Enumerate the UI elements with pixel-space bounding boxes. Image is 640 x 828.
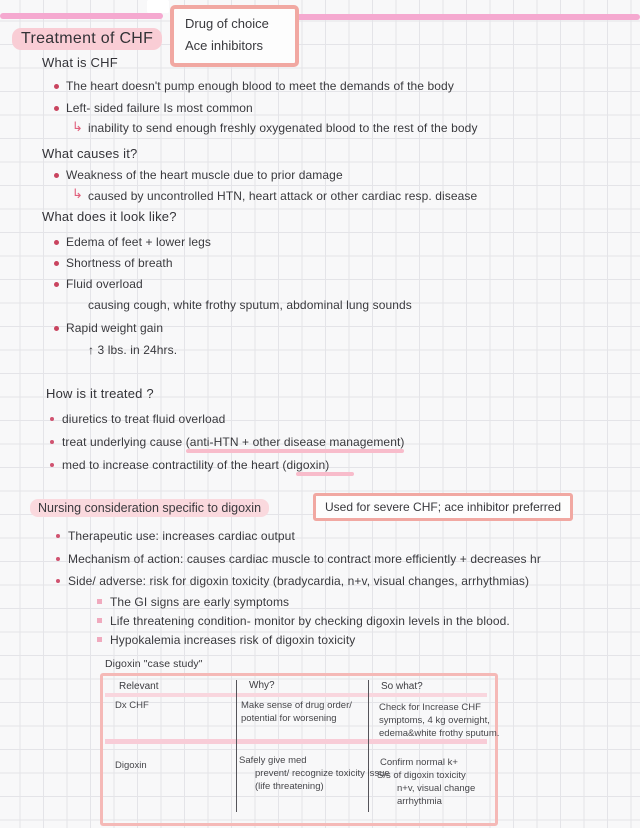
header-underline (105, 693, 487, 697)
table-cell-why: Make sense of drug order/ (241, 700, 352, 711)
washi-tape-left (0, 13, 163, 19)
table-cell-why: (life threatening) (255, 781, 324, 792)
bullet-dot-icon (56, 557, 60, 561)
note-subline: ↑ 3 lbs. in 24hrs. (88, 343, 178, 357)
pink-underline (296, 472, 354, 476)
bullet-dot-icon (54, 173, 59, 178)
bullet-dot-icon (54, 84, 59, 89)
bullet-dot-icon (50, 463, 54, 467)
note-line: treat underlying cause (anti-HTN + other disease management) (62, 435, 405, 449)
bullet-dot-icon (50, 440, 54, 444)
table-cell-sowhat: S/s of digoxin toxicity (377, 770, 466, 781)
table-cell-relevant: Dx CHF (115, 700, 149, 711)
table-cell-sowhat: Check for Increase CHF (379, 702, 481, 713)
note-subline: inability to send enough freshly oxygenated blood to the rest of the body (88, 121, 478, 135)
column-divider (236, 680, 237, 812)
table-cell-why: Safely give med (239, 755, 307, 766)
note-subline: causing cough, white frothy sputum, abdominal lung sounds (88, 298, 412, 312)
section-heading-nursing: Nursing consideration specific to digoxin (30, 499, 269, 517)
note-line: Hypokalemia increases risk of digoxin toxicity (110, 633, 356, 647)
washi-tape-right (293, 14, 640, 20)
bullet-dot-icon (56, 534, 60, 538)
section-heading-what-is-chf: What is CHF (42, 55, 118, 70)
drug-box-line1: Drug of choice (185, 16, 269, 31)
bullet-square-icon (97, 599, 102, 604)
table-cell-why: potential for worsening (241, 713, 337, 724)
note-line: The heart doesn't pump enough blood to meet the demands of the body (66, 79, 454, 93)
note-line: Side/ adverse: risk for digoxin toxicity (bradycardia, n+v, visual changes, arrhythmias) (68, 574, 530, 588)
bullet-dot-icon (54, 282, 59, 287)
note-line: Edema of feet + lower legs (66, 235, 212, 249)
section-heading-looks-like: What does it look like? (42, 209, 177, 224)
severe-chf-box: Used for severe CHF; ace inhibitor preferred (313, 493, 573, 521)
bullet-square-icon (97, 618, 102, 623)
drug-box-line2: Ace inhibitors (185, 38, 264, 53)
bullet-dot-icon (54, 326, 59, 331)
note-line: Life threatening condition- monitor by checking digoxin levels in the blood. (110, 614, 510, 628)
branch-arrow-icon: ↳ (72, 186, 83, 201)
note-line: Shortness of breath (66, 256, 173, 270)
table-cell-sowhat: edema&white frothy sputum. (379, 728, 500, 739)
table-cell-sowhat: n+v, visual change (397, 783, 476, 794)
note-subline: caused by uncontrolled HTN, heart attack or other cardiac resp. disease (88, 189, 478, 203)
table-header: Relevant (119, 681, 159, 692)
table-cell-why: prevent/ recognize toxicity issue (255, 768, 390, 779)
note-line: Rapid weight gain (66, 321, 164, 335)
pink-underline (186, 449, 404, 453)
case-study-table (100, 673, 498, 826)
bullet-dot-icon (54, 106, 59, 111)
table-header: So what? (381, 681, 423, 692)
bullet-square-icon (97, 637, 102, 642)
note-line: Therapeutic use: increases cardiac output (68, 529, 295, 543)
section-heading-treated: How is it treated ? (46, 386, 154, 401)
table-header: Why? (249, 680, 275, 691)
page-title: Treatment of CHF (12, 28, 162, 50)
note-line: diuretics to treat fluid overload (62, 412, 226, 426)
table-cell-sowhat: arrhythmia (397, 796, 442, 807)
bullet-dot-icon (50, 417, 54, 421)
note-line: The GI signs are early symptoms (110, 595, 290, 609)
table-caption: Digoxin "case study" (105, 658, 203, 670)
bullet-dot-icon (54, 261, 59, 266)
note-line: Weakness of the heart muscle due to prior damage (66, 168, 343, 182)
column-divider (368, 680, 369, 812)
note-line: Mechanism of action: causes cardiac muscle to contract more efficiently + decreases hr (68, 552, 541, 566)
note-line: Left- sided failure Is most common (66, 101, 253, 115)
drug-of-choice-box (170, 5, 299, 67)
section-heading-causes: What causes it? (42, 146, 138, 161)
table-cell-relevant: Digoxin (115, 760, 147, 771)
table-cell-sowhat: Confirm normal k+ (380, 757, 458, 768)
bullet-dot-icon (54, 240, 59, 245)
bullet-dot-icon (56, 579, 60, 583)
tape-gap-tab (147, 0, 169, 13)
note-line: Fluid overload (66, 277, 143, 291)
note-line: med to increase contractility of the heart (digoxin) (62, 458, 330, 472)
table-cell-sowhat: symptoms, 4 kg overnight, (379, 715, 490, 726)
branch-arrow-icon: ↳ (72, 119, 83, 134)
